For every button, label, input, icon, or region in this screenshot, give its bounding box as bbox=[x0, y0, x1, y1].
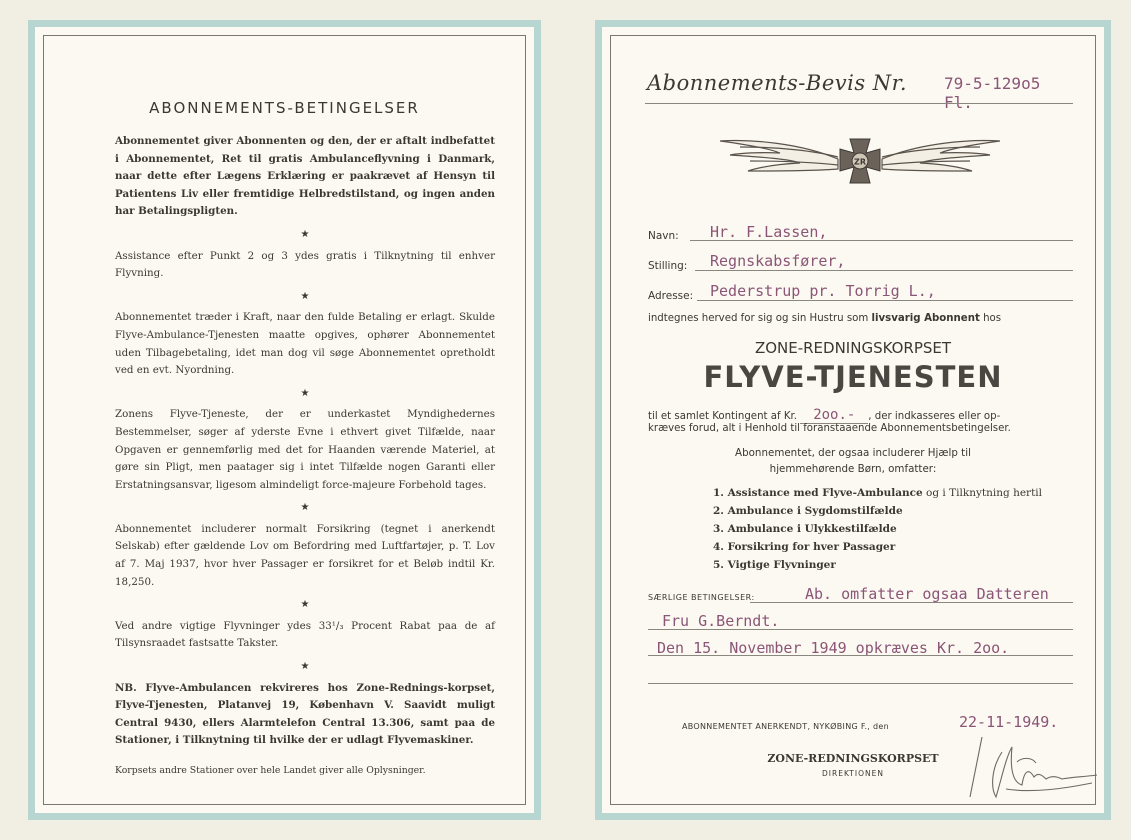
fee-line-2: kræves forud, alt i Henhold til foranstaaende Abonnementsbetingelser. bbox=[648, 423, 1011, 434]
special-rule-1 bbox=[750, 602, 1073, 603]
condition-paragraph-info: Korpsets andre Stationer over hele Landet giver alle Oplysninger. bbox=[115, 765, 426, 776]
conditions-page bbox=[28, 20, 541, 820]
condition-paragraph-3: Abonnementet træder i Kraft, naar den fulde Betaling er erlagt. Skulde Flyve-Ambulance-Tjenesten maatte opgives, ophører Abonnementet uden Tilbagebetaling, idet man dog vil søge Abonnementet opretholdt ved en evt. Nyordning. bbox=[115, 311, 495, 377]
coverage-item: 5. Vigtige Flyvninger bbox=[713, 559, 836, 571]
condition-paragraph-1: Abonnementet giver Abonnenten og den, der er aftalt indbefattet i Abonnementet, Ret til gratis Ambulanceflyvning i Danmark, naar dette efter Lægens Erklæring er paakrævet af Hensyn til Patientens Liv eller fremtidige Helbredstilstand, og ingen anden har Betalingspligten. bbox=[115, 135, 495, 218]
condition-paragraph-nb: NB. Flyve-Ambulancen rekvireres hos Zone-Rednings-korpset, Flyve-Tjenesten, Platanvej 19, København V. Saavidt muligt Central 9430, ellers Alarmtelefon Central 13.306, samt paa de Stationer, i Tilknytning til hvilke der er udlagt Flyvemaskiner. bbox=[115, 681, 495, 747]
special-line-1: Ab. omfatter ogsaa Datteren bbox=[805, 585, 1049, 603]
special-rule-4 bbox=[648, 683, 1073, 684]
fee-line bbox=[648, 407, 1000, 424]
header-rule bbox=[645, 103, 1073, 104]
star-divider: ★ bbox=[300, 387, 310, 399]
condition-paragraph-4: Zonens Flyve-Tjeneste, der er underkastet Myndighedernes Bestemmelser, søger af yderste Evne i ethvert givet Tilfælde, naar Opgaven er gennemførlig med det for Haanden værende Materiel, at gøre sin Pligt, men paatager sig i intet Tilfælde nogen Garanti eller Erstatningsansvar, ligesom almindeligt force-majeure Forbehold tages. bbox=[115, 408, 495, 491]
condition-paragraph-6: Ved andre vigtige Flyvninger ydes 33¹/₃ Procent Rabat paa de af Tilsynsraadet fastsatte Takster. bbox=[115, 619, 495, 650]
name-rule bbox=[690, 240, 1073, 241]
corps-name: ZONE-REDNINGSKORPSET bbox=[754, 339, 952, 357]
star-divider: ★ bbox=[300, 290, 310, 302]
signature-direction: DIREKTIONEN bbox=[822, 769, 884, 778]
fee-value: 2oo.- bbox=[800, 407, 868, 424]
emblem-letters: ZR bbox=[854, 157, 866, 167]
acknowledged-date: 22-11-1949. bbox=[959, 713, 1059, 731]
enroll-bold: livsvarig Abonnent bbox=[871, 313, 980, 324]
certificate-header bbox=[647, 71, 1072, 112]
conditions-title: ABONNEMENTS-BETINGELSER bbox=[149, 99, 420, 117]
includes-line-1: Abonnementet, der ogsaa includerer Hjælp til bbox=[735, 447, 971, 459]
conditions-text bbox=[115, 133, 495, 780]
special-label: SÆRLIGE BETINGELSER: bbox=[648, 593, 755, 602]
address-label: Adresse: bbox=[648, 290, 694, 302]
address-value: Pederstrup pr. Torrig L., bbox=[710, 282, 936, 300]
coverage-list bbox=[713, 484, 1042, 574]
coverage-item: 3. Ambulance i Ulykkestilfælde bbox=[713, 523, 897, 535]
star-divider: ★ bbox=[300, 599, 310, 611]
certificate-title: Abonnements-Bevis Nr. bbox=[647, 71, 908, 95]
coverage-item: 4. Forsikring for hver Passager bbox=[713, 541, 896, 553]
special-rule-2 bbox=[648, 629, 1073, 630]
job-value: Regnskabsfører, bbox=[710, 252, 846, 270]
winged-emblem-icon bbox=[720, 137, 1000, 187]
service-name: FLYVE-TJENESTEN bbox=[703, 360, 1003, 394]
signature-corps: ZONE-REDNINGSKORPSET bbox=[767, 752, 939, 765]
condition-paragraph-5: Abonnementet includerer normalt Forsikring (tegnet i anerkendt Selskab) efter gældende Lov om Befordring med Luftfartøjer, p. T. Lov af 7. Maj 1937, hvor hver Passager er forsikret for et Beløb indtil Kr. 18,250. bbox=[115, 522, 495, 588]
special-line-2: Fru G.Berndt. bbox=[662, 612, 780, 630]
handwritten-signature bbox=[962, 727, 1102, 807]
special-line-3: Den 15. November 1949 opkræves Kr. 2oo. bbox=[657, 639, 1010, 657]
coverage-item: 1. Assistance med Flyve-Ambulance og i Tilknytning hertil bbox=[713, 487, 1043, 499]
address-rule bbox=[697, 300, 1073, 301]
enroll-pre: indtegnes herved for sig og sin Hustru som bbox=[648, 313, 869, 324]
fee-post: , der indkasseres eller op- bbox=[868, 411, 1001, 422]
star-divider: ★ bbox=[300, 502, 310, 514]
star-divider: ★ bbox=[300, 228, 310, 240]
star-divider: ★ bbox=[300, 661, 310, 673]
enroll-text bbox=[648, 313, 1001, 324]
coverage-item: 2. Ambulance i Sygdomstilfælde bbox=[713, 505, 903, 517]
job-label: Stilling: bbox=[648, 260, 688, 272]
certificate-number: 79-5-129o5 Fl. bbox=[944, 74, 1041, 112]
enroll-post: hos bbox=[983, 313, 1002, 324]
condition-paragraph-2: Assistance efter Punkt 2 og 3 ydes gratis i Tilknytning til enhver Flyvning. bbox=[115, 249, 495, 280]
includes-line-2: hjemmehørende Børn, omfatter: bbox=[769, 463, 937, 475]
job-rule bbox=[695, 270, 1073, 271]
acknowledged-label: ABONNEMENTET ANERKENDT, NYKØBING F., den bbox=[682, 722, 889, 731]
special-rule-3 bbox=[648, 655, 1073, 656]
fee-pre: til et samlet Kontingent af Kr. bbox=[648, 411, 798, 422]
certificate-page bbox=[595, 20, 1111, 820]
name-label: Navn: bbox=[648, 230, 679, 242]
name-value: Hr. F.Lassen, bbox=[710, 223, 828, 241]
